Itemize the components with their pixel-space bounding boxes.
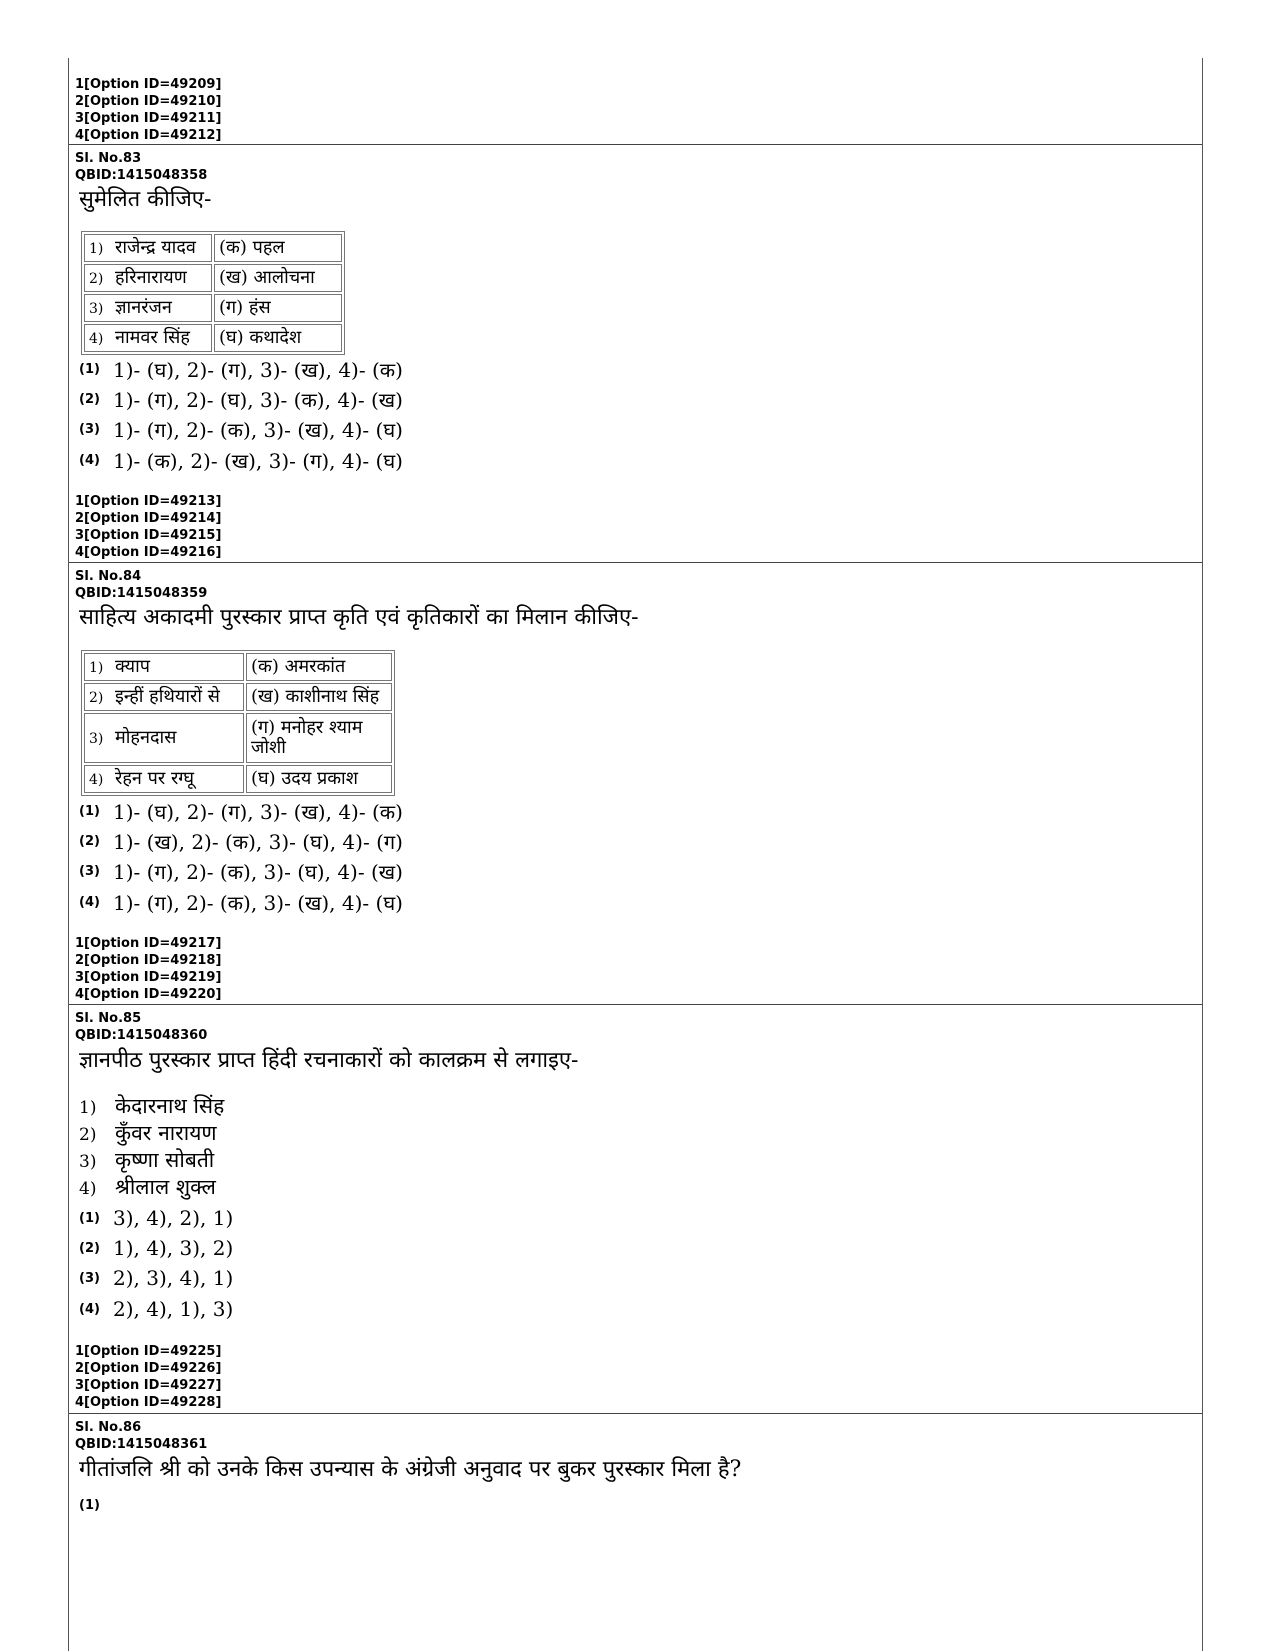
table-row: 2) इन्हीं हथियारों से (ख) काशीनाथ सिंह: [84, 683, 392, 711]
q86-header: [75, 1419, 207, 1453]
option-id: 3[Option ID=49211]: [75, 111, 222, 126]
q84-option-ids: [75, 935, 221, 1003]
divider: [69, 1004, 1202, 1005]
option-id: 3[Option ID=49215]: [75, 528, 222, 543]
divider: [69, 1413, 1202, 1414]
serial-number: Sl. No.83: [75, 151, 142, 166]
page-frame: [68, 58, 1203, 1651]
q83-header: [75, 150, 207, 184]
table-row: 3) ज्ञानरंजन (ग) हंस: [84, 294, 342, 322]
q83-option-3[interactable]: (3) 1)- (ग), 2)- (क), 3)- (ख), 4)- (घ): [79, 418, 403, 442]
table-row: 4) नामवर सिंह (घ) कथादेश: [84, 324, 342, 352]
option-id: 4[Option ID=49216]: [75, 545, 222, 560]
list-item: 3) कृष्णा सोबती: [79, 1148, 215, 1172]
list-item: 4) श्रीलाल शुक्ल: [79, 1175, 216, 1199]
serial-number: Sl. No.86: [75, 1420, 142, 1435]
option-id: 2[Option ID=49218]: [75, 953, 222, 968]
q83-option-1[interactable]: (1) 1)- (घ), 2)- (ग), 3)- (ख), 4)- (क): [79, 358, 403, 382]
q85-header: [75, 1010, 207, 1044]
option-id: 1[Option ID=49213]: [75, 494, 222, 509]
serial-number: Sl. No.84: [75, 569, 142, 584]
divider: [69, 144, 1202, 145]
q84-option-1[interactable]: (1) 1)- (घ), 2)- (ग), 3)- (ख), 4)- (क): [79, 800, 403, 824]
q83-question: सुमेलित कीजिए-: [79, 187, 212, 212]
option-id: 4[Option ID=49220]: [75, 987, 222, 1002]
q85-question: ज्ञानपीठ पुरस्कार प्राप्त हिंदी रचनाकारों को कालक्रम से लगाइए-: [79, 1048, 579, 1073]
q86-option-1[interactable]: (1): [79, 1498, 100, 1513]
q83-match-table: [81, 231, 345, 355]
serial-number: Sl. No.85: [75, 1011, 142, 1026]
q84-option-4[interactable]: (4) 1)- (ग), 2)- (क), 3)- (ख), 4)- (घ): [79, 891, 403, 915]
option-id: 4[Option ID=49212]: [75, 128, 222, 143]
q84-question: साहित्य अकादमी पुरस्कार प्राप्त कृति एवं कृतिकारों का मिलान कीजिए-: [79, 605, 639, 630]
q85-option-4[interactable]: (4) 2), 4), 1), 3): [79, 1297, 234, 1321]
q85-option-3[interactable]: (3) 2), 3), 4), 1): [79, 1266, 234, 1290]
q85-option-2[interactable]: (2) 1), 4), 3), 2): [79, 1236, 234, 1260]
list-item: 2) कुँवर नारायण: [79, 1121, 217, 1145]
list-item: 1) केदारनाथ सिंह: [79, 1094, 225, 1118]
option-id: 1[Option ID=49217]: [75, 936, 222, 951]
q85-option-ids: [75, 1343, 221, 1411]
q84-header: [75, 568, 207, 602]
option-id: 4[Option ID=49228]: [75, 1395, 222, 1410]
q83-option-2[interactable]: (2) 1)- (ग), 2)- (घ), 3)- (क), 4)- (ख): [79, 388, 403, 412]
table-row: 4) रेहन पर रग्घू (घ) उदय प्रकाश: [84, 765, 392, 793]
option-id: 2[Option ID=49210]: [75, 94, 222, 109]
qbid: QBID:1415048359: [75, 586, 208, 601]
table-row: 1) क्याप (क) अमरकांत: [84, 653, 392, 681]
q84-option-3[interactable]: (3) 1)- (ग), 2)- (क), 3)- (घ), 4)- (ख): [79, 860, 403, 884]
q83-option-4[interactable]: (4) 1)- (क), 2)- (ख), 3)- (ग), 4)- (घ): [79, 449, 403, 473]
q84-match-table: [81, 650, 395, 796]
option-id: 3[Option ID=49219]: [75, 970, 222, 985]
option-id: 1[Option ID=49209]: [75, 77, 222, 92]
table-row: 2) हरिनारायण (ख) आलोचना: [84, 264, 342, 292]
q83-option-ids: [75, 493, 221, 561]
table-row: 3) मोहनदास (ग) मनोहर श्याम जोशी: [84, 713, 392, 763]
option-id: 2[Option ID=49226]: [75, 1361, 222, 1376]
option-id: 3[Option ID=49227]: [75, 1378, 222, 1393]
q86-question: गीतांजलि श्री को उनके किस उपन्यास के अंग्रेजी अनुवाद पर बुकर पुरस्कार मिला है?: [79, 1457, 742, 1482]
qbid: QBID:1415048358: [75, 168, 208, 183]
option-id: 1[Option ID=49225]: [75, 1344, 222, 1359]
table-row: 1) राजेन्द्र यादव (क) पहल: [84, 234, 342, 262]
option-id: 2[Option ID=49214]: [75, 511, 222, 526]
q85-list: [79, 1093, 224, 1201]
q84-option-2[interactable]: (2) 1)- (ख), 2)- (क), 3)- (घ), 4)- (ग): [79, 830, 403, 854]
q85-option-1[interactable]: (1) 3), 4), 2), 1): [79, 1206, 234, 1230]
q82-option-ids: [75, 76, 221, 144]
qbid: QBID:1415048361: [75, 1437, 208, 1452]
divider: [69, 562, 1202, 563]
qbid: QBID:1415048360: [75, 1028, 208, 1043]
